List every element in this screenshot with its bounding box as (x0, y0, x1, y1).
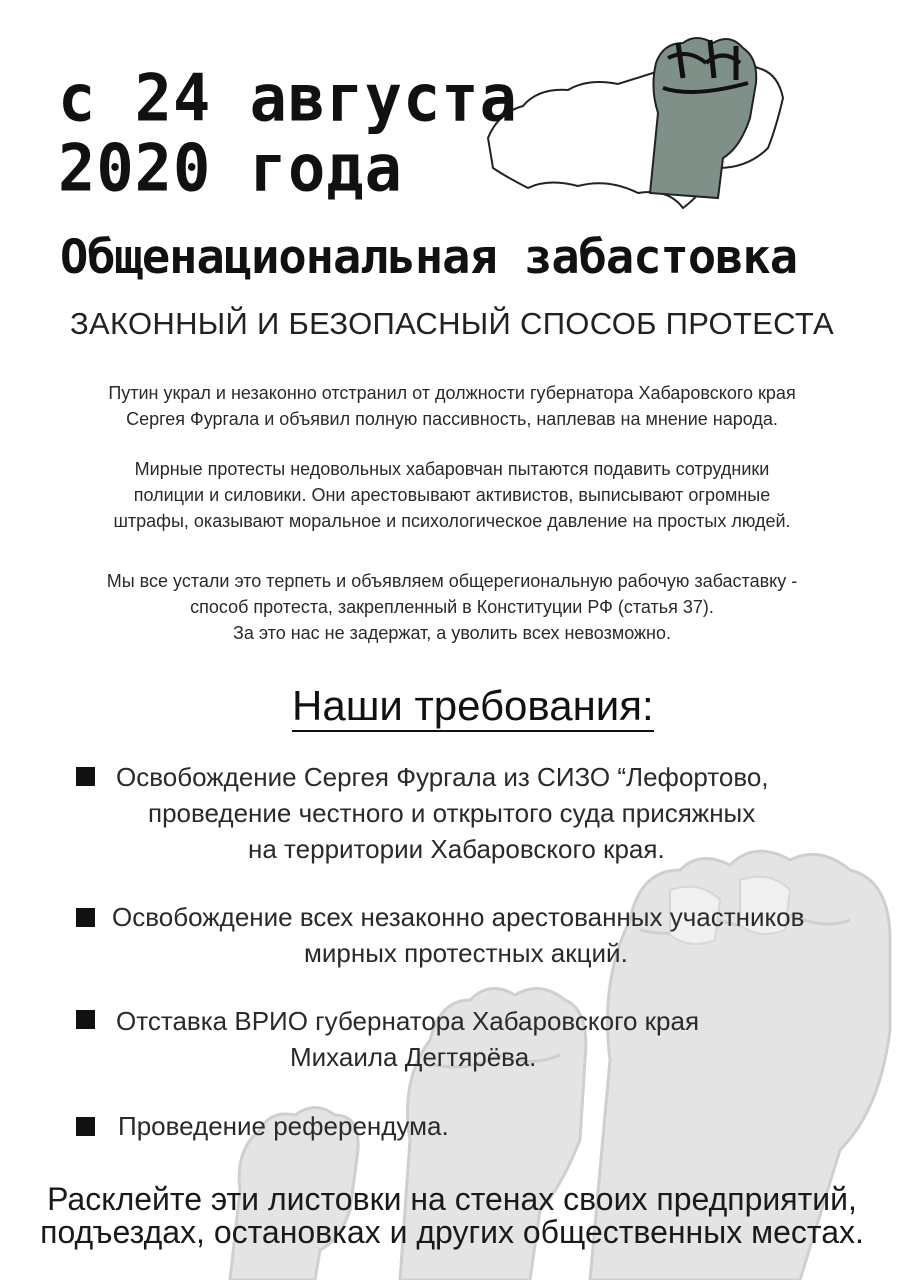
intro-line: Мы все устали это терпеть и объявляем общерегиональную рабочую забаставку - (106, 571, 798, 591)
demand-3-line-1: Отставка ВРИО губернатора Хабаровского края (116, 1006, 700, 1036)
demand-1-line-3: на территории Хабаровского края. (248, 834, 665, 864)
demand-2-line-2: мирных протестных акций. (304, 938, 628, 968)
bullet-square-icon (76, 908, 95, 927)
strike-title: Общенациональная забастовка (60, 230, 798, 285)
demands-title: Наши требования: (292, 682, 654, 732)
date-heading-line-2: 2020 года (58, 129, 403, 207)
intro-paragraph-1 (30, 380, 874, 432)
demand-2-line-1: Освобождение всех незаконно арестованных участников (112, 902, 805, 932)
intro-line: полиции и силовики. Они арестовывают активистов, выписывают огромные (133, 485, 771, 505)
footer-line-2: подъездах, остановках и других общественных местах. (40, 1214, 864, 1250)
bullet-square-icon (76, 767, 95, 786)
subtitle: ЗАКОННЫЙ И БЕЗОПАСНЫЙ СПОСОБ ПРОТЕСТА (69, 306, 835, 341)
intro-paragraph-3 (30, 568, 874, 646)
bullet-square-icon (76, 1117, 95, 1136)
demand-1-line-2: проведение честного и открытого суда присяжных (148, 798, 756, 828)
intro-line: способ протеста, закрепленный в Конституции РФ (статья 37). (190, 597, 714, 617)
intro-line: Путин украл и незаконно отстранил от должности губернатора Хабаровского края (108, 383, 796, 403)
footer-line-1: Расклейте эти листовки на стенах своих предприятий, (47, 1181, 857, 1217)
bullet-square-icon (76, 1010, 95, 1029)
intro-paragraph-2 (30, 456, 874, 534)
intro-line: Мирные протесты недовольных хабаровчан пытаются подавить сотрудники (134, 459, 770, 479)
demand-4-line-1: Проведение референдума. (118, 1111, 449, 1141)
russia-map-raised-fist-icon (478, 18, 798, 218)
date-heading-line-1: с 24 августа (58, 59, 518, 137)
demand-3-line-2: Михаила Дегтярёва. (290, 1042, 537, 1072)
intro-line: За это нас не задержат, а уволить всех невозможно. (232, 623, 672, 643)
intro-line: Сергея Фургала и объявил полную пассивность, наплевав на мнение народа. (126, 409, 778, 429)
demand-1-line-1: Освобождение Сергея Фургала из СИЗО “Лефортово, (116, 762, 769, 792)
intro-line: штрафы, оказывают моральное и психологическое давление на простых людей. (113, 511, 791, 531)
